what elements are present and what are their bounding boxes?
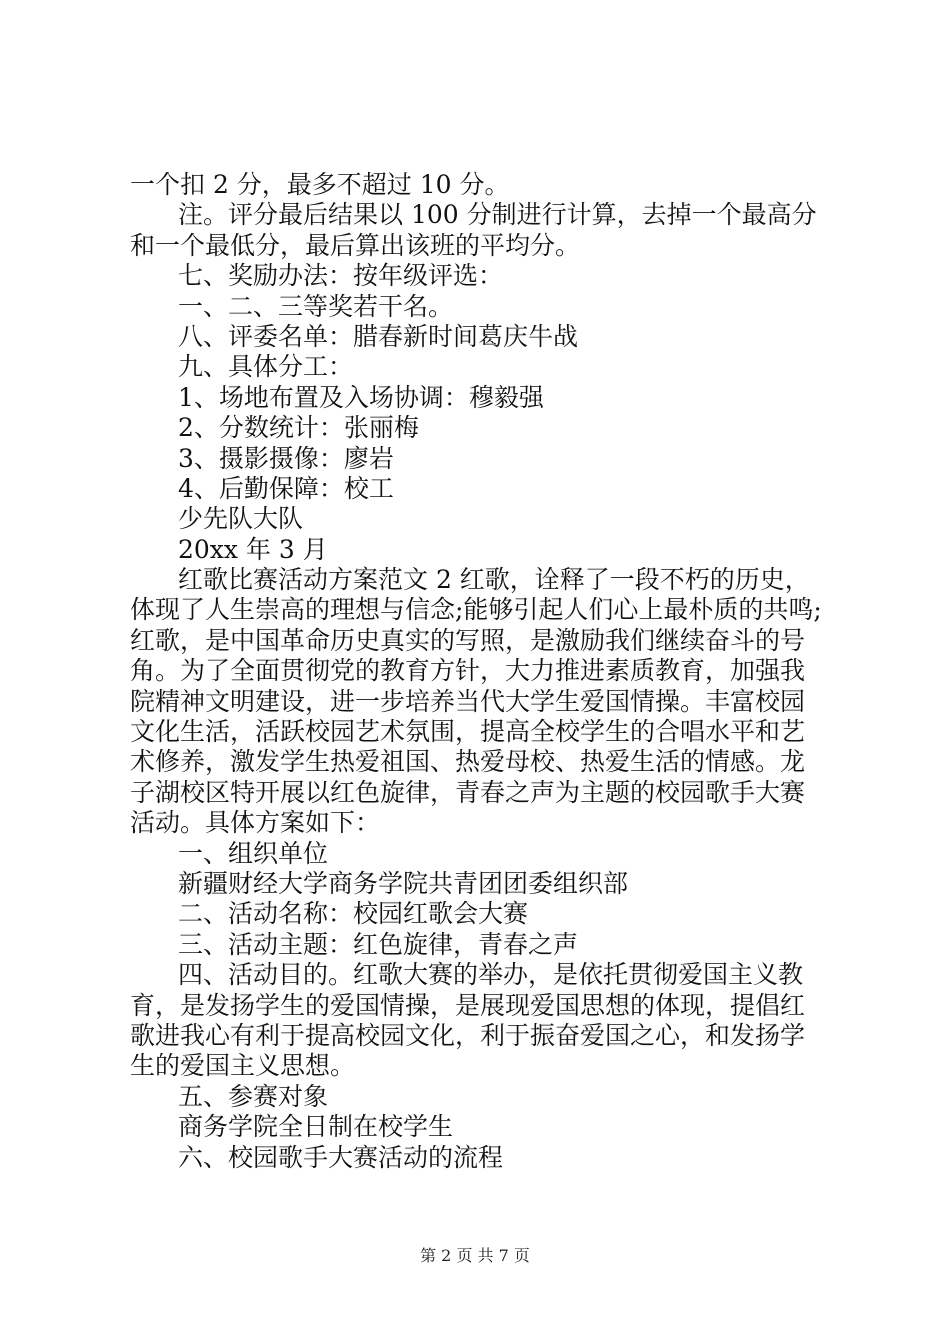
text-line: 七、奖励办法：按年级评选：	[178, 261, 504, 291]
text-line: 2、分数统计：张丽梅	[178, 413, 419, 443]
text-line: 新疆财经大学商务学院共青团团委组织部	[178, 868, 629, 898]
text-line: 3、摄影摄像：廖岩	[178, 443, 394, 473]
text-line: 六、校园歌手大赛活动的流程	[178, 1142, 504, 1172]
text-line: 角。为了全面贯彻党的教育方针，大力推进素质教育，加强我	[130, 656, 806, 686]
text-line: 商务学院全日制在校学生	[178, 1112, 454, 1142]
text-line: 歌进我心有利于提高校园文化，利于振奋爱国之心，和发扬学	[130, 1020, 806, 1050]
text-line: 20xx 年 3 月	[178, 534, 328, 564]
text-line: 八、评委名单：腊春新时间葛庆牛战	[178, 321, 579, 351]
text-line: 五、参赛对象	[178, 1081, 329, 1111]
text-line: 和一个最低分，最后算出该班的平均分。	[130, 230, 581, 260]
text-line: 一、二、三等奖若干名。	[178, 291, 454, 321]
page-footer: 第 2 页 共 7 页	[420, 1246, 530, 1265]
text-line: 生的爱国主义思想。	[130, 1051, 356, 1081]
text-line: 1、场地布置及入场协调：穆毅强	[178, 382, 544, 412]
text-line: 育，是发扬学生的爱国情操，是展现爱国思想的体现，提倡红	[130, 990, 806, 1020]
text-line: 术修养，激发学生热爱祖国、热爱母校、热爱生活的情感。龙	[130, 747, 806, 777]
text-line: 注。评分最后结果以 100 分制进行计算，去掉一个最高分	[178, 200, 817, 230]
text-line: 三、活动主题：红色旋律，青春之声	[178, 929, 579, 959]
text-line: 四、活动目的。红歌大赛的举办，是依托贯彻爱国主义教	[178, 960, 804, 990]
text-line: 子湖校区特开展以红色旋律，青春之声为主题的校园歌手大赛	[130, 777, 806, 807]
text-line: 一、组织单位	[178, 838, 329, 868]
text-line: 院精神文明建设，进一步培养当代大学生爱国情操。丰富校园	[130, 686, 806, 716]
document-body	[130, 170, 840, 1173]
text-line: 九、具体分工：	[178, 352, 354, 382]
text-line: 一个扣 2 分，最多不超过 10 分。	[130, 170, 510, 199]
text-line: 文化生活，活跃校园艺术氛围，提高全校学生的合唱水平和艺	[130, 717, 806, 747]
text-line: 少先队大队	[178, 504, 304, 534]
text-line: 体现了人生崇高的理想与信念;能够引起人们心上最朴质的共鸣;	[130, 595, 822, 625]
text-line: 红歌，是中国革命历史真实的写照，是激励我们继续奋斗的号	[130, 625, 806, 655]
text-line: 红歌比赛活动方案范文 2 红歌，诠释了一段不朽的历史，	[178, 565, 810, 595]
text-line: 活动。具体方案如下：	[130, 808, 381, 838]
text-line: 二、活动名称：校园红歌会大赛	[178, 899, 529, 929]
text-line: 4、后勤保障：校工	[178, 473, 394, 503]
